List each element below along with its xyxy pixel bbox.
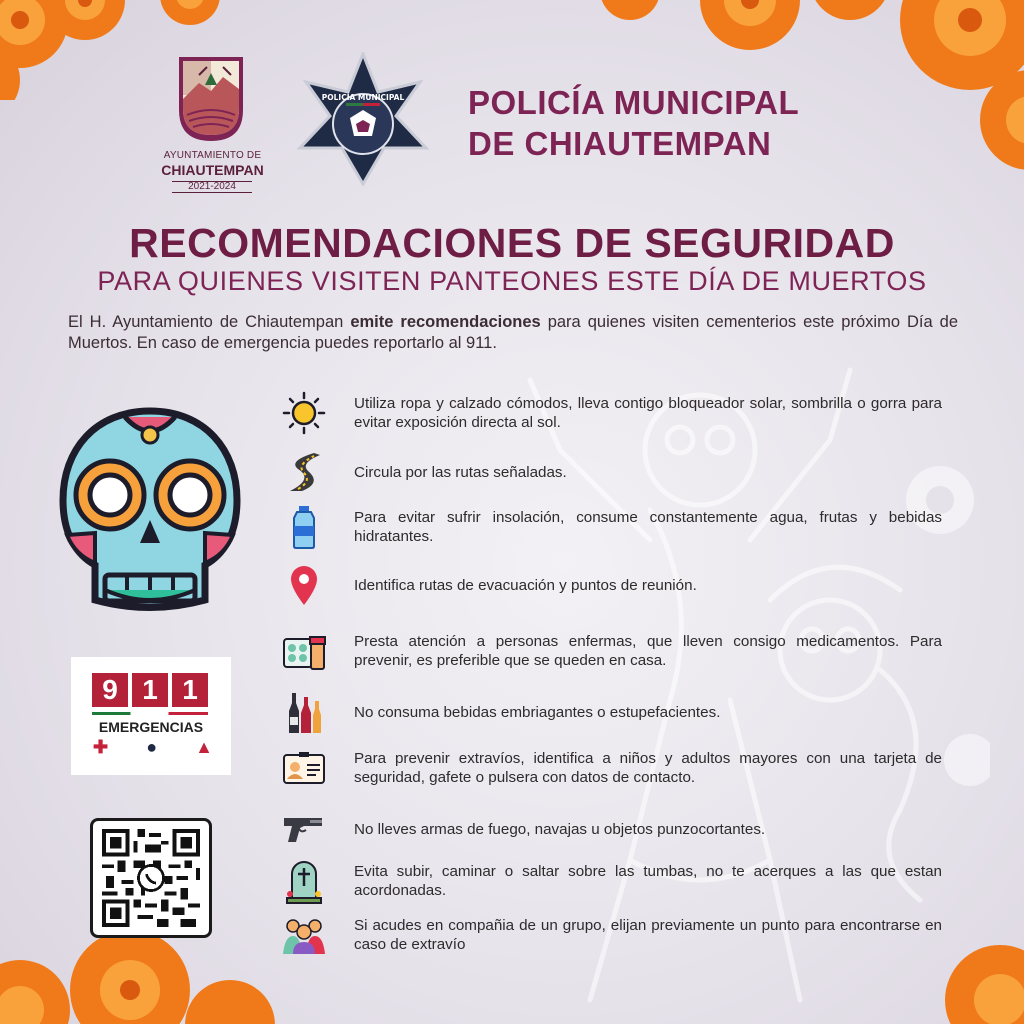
ayuntamiento-period: 2021-2024 bbox=[172, 181, 252, 193]
intro-bold: emite recomendaciones bbox=[350, 313, 541, 331]
emergency-services-icons bbox=[93, 737, 213, 758]
fire-icon: ▲ bbox=[195, 737, 213, 757]
tip-text: Identifica rutas de evacuación y puntos de reunión. bbox=[354, 576, 697, 594]
list-item bbox=[276, 858, 956, 904]
list-item bbox=[276, 504, 956, 550]
red-cross-icon: ✚ bbox=[93, 737, 109, 757]
group-icon bbox=[276, 912, 332, 958]
road-icon bbox=[276, 449, 332, 495]
gun-icon bbox=[276, 806, 332, 852]
tip-text: No consuma bebidas embriagantes o estupefacientes. bbox=[354, 703, 721, 721]
emergency-digit: 9 bbox=[92, 673, 128, 707]
tip-text: No lleves armas de fuego, navajas u objetos punzocortantes. bbox=[354, 820, 766, 838]
emergency-911-card bbox=[71, 657, 231, 775]
ayuntamiento-label: AYUNTAMIENTO DE bbox=[163, 150, 262, 161]
emergency-digits bbox=[92, 673, 208, 707]
map-pin-icon bbox=[276, 562, 332, 608]
qr-code[interactable] bbox=[90, 818, 212, 938]
qr-code-icon bbox=[101, 829, 201, 927]
flag-color-bar bbox=[92, 712, 208, 715]
tip-text: Para evitar sufrir insolación, consume constantemente agua, frutas y bebidas hidratantes. bbox=[354, 509, 942, 545]
header-line-2: DE CHIAUTEMPAN bbox=[468, 125, 772, 162]
header-line-1: POLICÍA MUNICIPAL bbox=[468, 84, 800, 121]
marigold-flower-bottom-left bbox=[0, 930, 280, 1024]
list-item bbox=[276, 449, 956, 495]
tip-text: Evita subir, caminar o saltar sobre las tumbas, no te acerques a las que estan acordonadas. bbox=[354, 863, 942, 899]
id-card-icon bbox=[276, 745, 332, 791]
emergency-digit: 1 bbox=[132, 673, 168, 707]
list-item bbox=[276, 390, 956, 436]
intro-paragraph bbox=[68, 312, 958, 354]
bottles-icon bbox=[276, 689, 332, 735]
tip-text: Presta atención a personas enfermas, que lleven consigo medicamentos. Para prevenir, es preferible que se queden en casa. bbox=[354, 633, 942, 669]
police-cap-icon: ● bbox=[146, 737, 158, 757]
coat-of-arms-icon bbox=[177, 55, 245, 143]
emergency-label: EMERGENCIAS bbox=[98, 719, 204, 735]
sun-icon bbox=[276, 390, 332, 436]
list-item bbox=[276, 912, 956, 958]
list-item bbox=[276, 628, 956, 674]
tip-text: Circula por las rutas señaladas. bbox=[354, 463, 567, 481]
emergency-digit: 1 bbox=[172, 673, 208, 707]
ayuntamiento-name: CHIAUTEMPAN bbox=[161, 162, 264, 178]
police-header-title bbox=[468, 82, 888, 164]
marigold-flower-top-left-2 bbox=[150, 0, 230, 30]
police-badge-icon bbox=[292, 52, 434, 186]
medicine-icon bbox=[276, 628, 332, 674]
list-item bbox=[276, 745, 956, 791]
list-item bbox=[276, 689, 956, 735]
main-title: RECOMENDACIONES DE SEGURIDAD bbox=[129, 220, 895, 266]
tip-text: Si acudes en compañia de un grupo, elijan previamente un punto para encontrarse en caso de extravío bbox=[354, 917, 942, 953]
intro-after: para quienes visiten cementerios este próximo Día de Muertos. En caso de emergencia puedes reportarlo al 911. bbox=[68, 313, 958, 352]
marigold-flower-top-left bbox=[0, 0, 130, 100]
list-item bbox=[276, 806, 956, 852]
water-bottle-icon bbox=[276, 504, 332, 550]
tip-text: Para prevenir extravíos, identifica a niños y adultos mayores con una tarjeta de seguridad, gafete o pulsera con datos de contacto. bbox=[354, 750, 942, 786]
tip-text: Utiliza ropa y calzado cómodos, lleva contigo bloqueador solar, sombrilla o gorra para evitar exposición directa al sol. bbox=[354, 395, 942, 431]
tombstone-icon bbox=[276, 858, 332, 904]
ayuntamiento-logo bbox=[150, 50, 275, 195]
list-item bbox=[276, 562, 956, 608]
sugar-skull-icon bbox=[55, 405, 245, 615]
sub-title: PARA QUIENES VISITEN PANTEONES ESTE DÍA DE MUERTOS bbox=[97, 266, 927, 296]
intro-before: El H. Ayuntamiento de Chiautempan bbox=[68, 313, 351, 331]
police-badge-text: POLICÍA MUNICIPAL bbox=[321, 93, 405, 102]
